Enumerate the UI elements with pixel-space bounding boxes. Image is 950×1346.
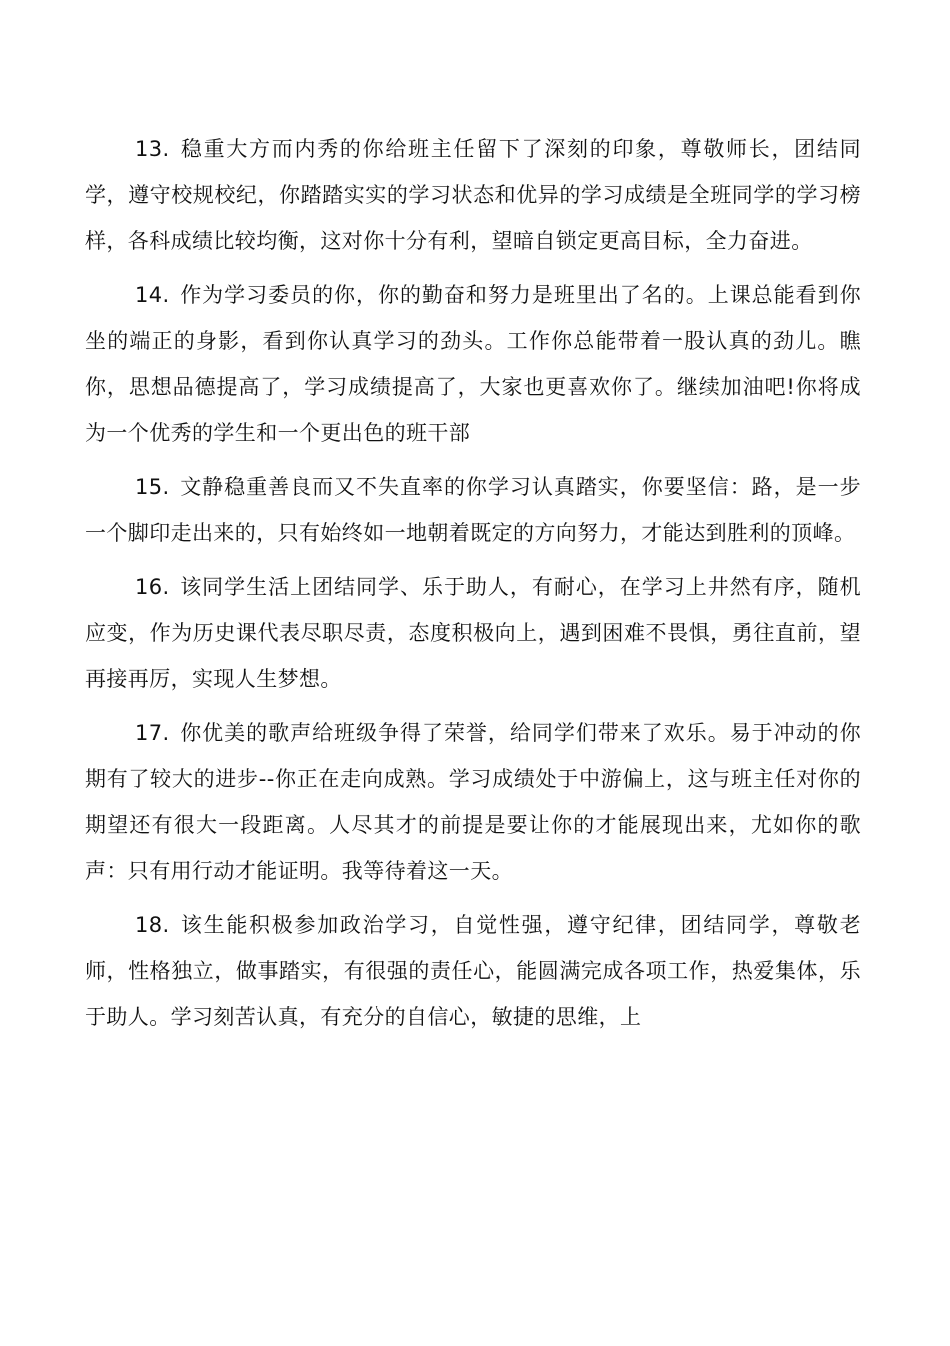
paragraph-number: 15. [135, 475, 170, 499]
paragraph-number: 13. [135, 137, 170, 161]
comment-paragraph-15 [85, 464, 861, 556]
comment-paragraph-14 [85, 272, 861, 456]
paragraph-text: 该同学生活上团结同学、乐于助人，有耐心，在学习上井然有序，随机应变，作为历史课代表尽职尽责，态度积极向上，遇到困难不畏惧，勇往直前，望再接再厉，实现人生梦想。 [85, 575, 861, 691]
paragraph-number: 17. [135, 721, 170, 745]
paragraph-number: 16. [135, 575, 170, 599]
comment-paragraph-16 [85, 564, 861, 702]
paragraph-text: 稳重大方而内秀的你给班主任留下了深刻的印象，尊敬师长，团结同学，遵守校规校纪，你踏踏实实的学习状态和优异的学习成绩是全班同学的学习榜样，各科成绩比较均衡，这对你十分有利，望暗自锁定更高目标，全力奋进。 [85, 137, 861, 253]
paragraph-number: 18. [135, 913, 170, 937]
comment-paragraph-18 [85, 902, 861, 1040]
comment-paragraph-13 [85, 126, 861, 264]
comment-paragraph-17 [85, 710, 861, 894]
paragraph-text: 该生能积极参加政治学习，自觉性强，遵守纪律，团结同学，尊敬老师，性格独立，做事踏实，有很强的责任心，能圆满完成各项工作，热爱集体，乐于助人。学习刻苦认真，有充分的自信心，敏捷的思维，上 [85, 913, 861, 1029]
paragraph-text: 作为学习委员的你，你的勤奋和努力是班里出了名的。上课总能看到你坐的端正的身影，看到你认真学习的劲头。工作你总能带着一股认真的劲儿。瞧你，思想品德提高了，学习成绩提高了，大家也更喜欢你了。继续加油吧!你将成为一个优秀的学生和一个更出色的班干部 [85, 283, 861, 445]
document-body [85, 126, 861, 1048]
paragraph-text: 你优美的歌声给班级争得了荣誉，给同学们带来了欢乐。易于冲动的你期有了较大的进步--你正在走向成熟。学习成绩处于中游偏上，这与班主任对你的期望还有很大一段距离。人尽其才的前提是要让你的才能展现出来，尤如你的歌声：只有用行动才能证明。我等待着这一天。 [85, 721, 861, 883]
paragraph-number: 14. [135, 283, 170, 307]
paragraph-text: 文静稳重善良而又不失直率的你学习认真踏实，你要坚信：路，是一步一个脚印走出来的，只有始终如一地朝着既定的方向努力，才能达到胜利的顶峰。 [85, 475, 861, 545]
